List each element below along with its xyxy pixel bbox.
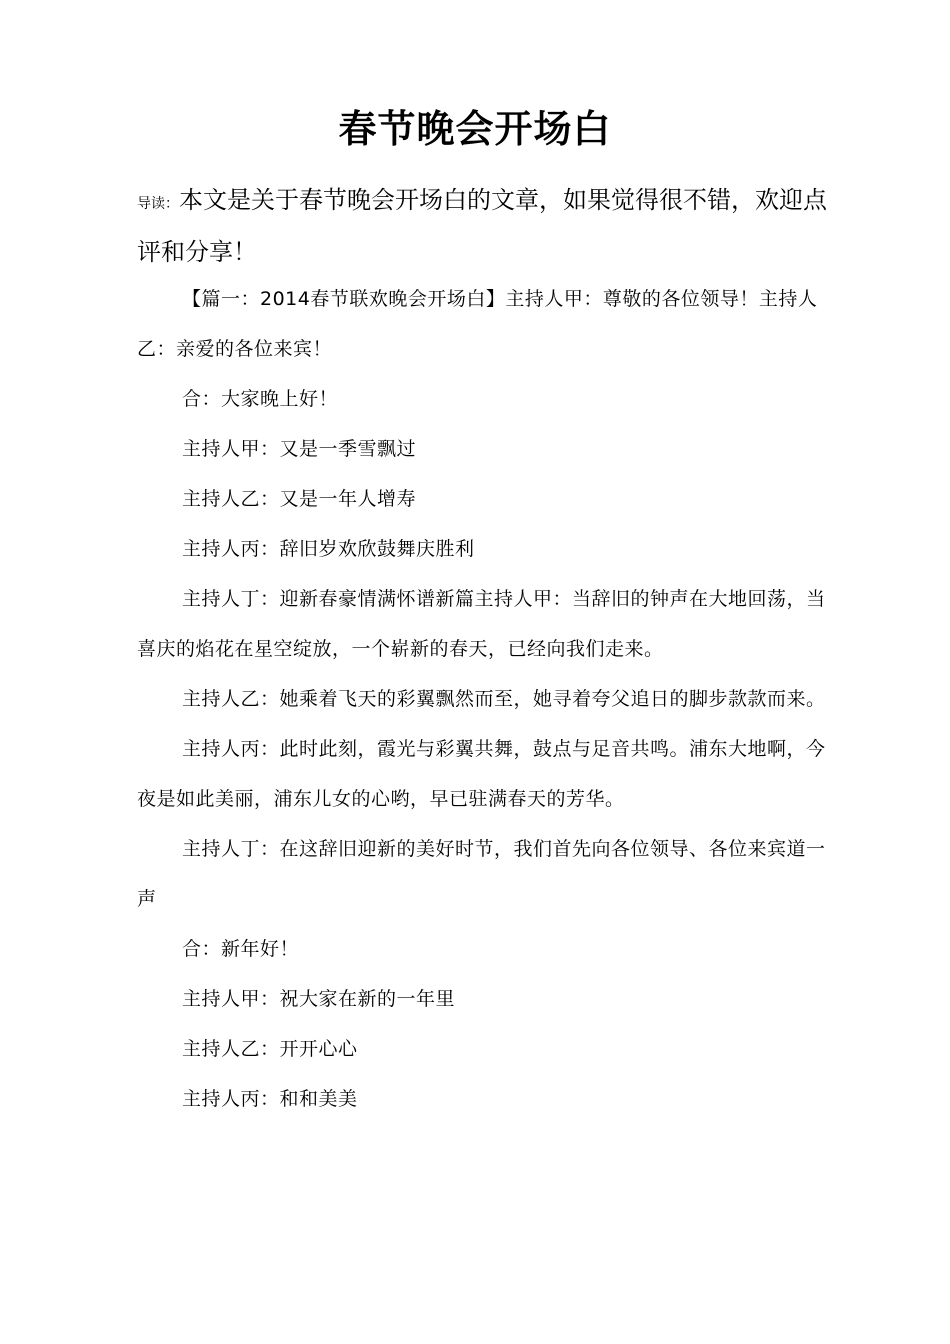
paragraph-12: 主持人乙：开开心心 [182,1038,358,1060]
document-body [137,274,827,1124]
paragraph-13: 主持人丙：和和美美 [182,1088,358,1110]
paragraph-1: 【篇一：2014春节联欢晚会开场白】主持人甲：尊敬的各位领导！主持人乙：亲爱的各位来宾！ [137,288,818,360]
paragraph-11: 主持人甲：祝大家在新的一年里 [182,988,456,1010]
document-title: 春节晚会开场白 [338,107,612,151]
paragraph-3: 主持人甲：又是一季雪飘过 [182,438,417,460]
paragraph-8: 主持人丙：此时此刻，霞光与彩翼共舞，鼓点与足音共鸣。浦东大地啊，今夜是如此美丽，浦东儿女的心哟，早已驻满春天的芳华。 [137,738,826,810]
paragraph-5: 主持人丙：辞旧岁欢欣鼓舞庆胜利 [182,538,475,560]
intro-lead-label: 导读： [137,196,179,212]
intro-text: 本文是关于春节晚会开场白的文章，如果觉得很不错，欢迎点评和分享！ [137,186,827,266]
paragraph-6: 主持人丁：迎新春豪情满怀谱新篇主持人甲：当辞旧的钟声在大地回荡，当喜庆的焰花在星空绽放，一个崭新的春天，已经向我们走来。 [137,588,826,660]
intro-paragraph [137,176,827,276]
paragraph-9: 主持人丁：在这辞旧迎新的美好时节，我们首先向各位领导、各位来宾道一声 [137,838,826,910]
paragraph-4: 主持人乙：又是一年人增寿 [182,488,417,510]
paragraph-2: 合：大家晚上好！ [182,388,339,410]
paragraph-10: 合：新年好！ [182,938,300,960]
paragraph-7: 主持人乙：她乘着飞天的彩翼飘然而至，她寻着夸父追日的脚步款款而来。 [182,688,826,710]
